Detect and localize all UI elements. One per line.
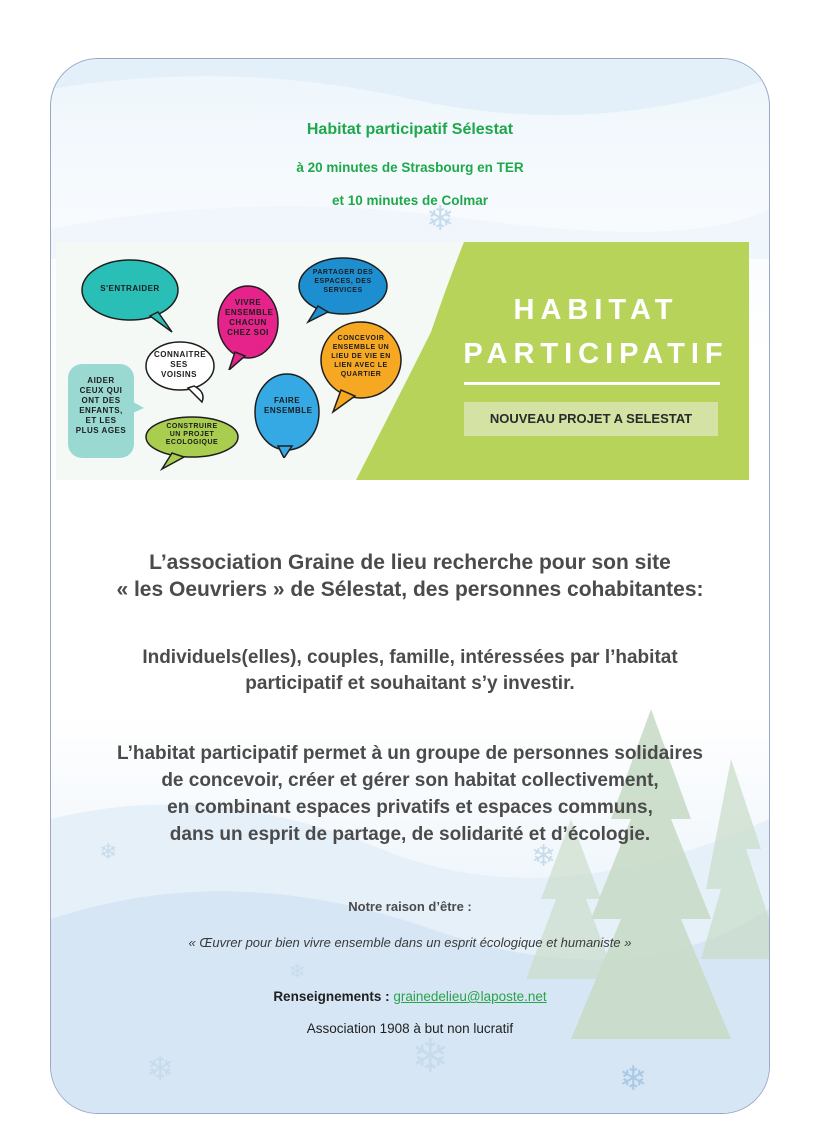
- snowflake-icon: ❄: [146, 1050, 175, 1088]
- definition-line: L’habitat participatif permet à un groupe de personnes solidaires: [117, 743, 703, 764]
- snowflake-icon: ❄: [411, 1030, 450, 1082]
- bubble-label: AIDER CEUX QUI ONT DES ENFANTS, ET LES PLUS AGES: [75, 376, 127, 435]
- definition-line: de concevoir, créer et gérer son habitat collectivement,: [161, 770, 659, 791]
- header-title: Habitat participatif Sélestat: [306, 121, 514, 138]
- speech-bubble: [298, 256, 388, 312]
- banner-project-label: NOUVEAU PROJET A SELESTAT: [464, 402, 718, 436]
- contact-line: [51, 989, 769, 1004]
- flyer-card: [50, 58, 770, 1114]
- raison-quote: « Œuvrer pour bien vivre ensemble dans un esprit écologique et humaniste »: [188, 935, 632, 950]
- audience-line: participatif et souhaitant s’y investir.: [245, 673, 575, 694]
- raison-label: Notre raison d’être :: [348, 899, 472, 914]
- definition-line: en combinant espaces privatifs et espaces communs,: [167, 797, 653, 818]
- speech-bubble: [319, 320, 403, 398]
- banner-title-line2: PARTICIPATIF: [463, 338, 729, 370]
- header-subtitle-2: et 10 minutes de Colmar: [331, 193, 489, 208]
- banner-divider: [464, 382, 720, 385]
- banner-title-line1: HABITAT: [513, 294, 679, 326]
- intro-paragraph: [51, 549, 769, 603]
- speech-bubble: [254, 372, 320, 454]
- snowflake-icon: ❄: [289, 961, 306, 983]
- speech-bubble: [217, 284, 279, 354]
- header-subtitle: à 20 minutes de Strasbourg en TER: [296, 160, 524, 175]
- speech-bubble: [80, 256, 180, 322]
- bubble-label: FAIRE ENSEMBLE: [264, 396, 313, 415]
- bubble-label: PARTAGER DES ESPACES, DES SERVICES: [312, 269, 374, 294]
- intro-line: L’association Graine de lieu recherche pour son site: [149, 551, 671, 574]
- snowflake-icon: ❄: [99, 839, 118, 864]
- footer-text: Association 1908 à but non lucratif: [306, 1021, 514, 1036]
- bubble-label: CONNAITRE SES VOISINS: [154, 350, 207, 379]
- snowflake-icon: ❄: [531, 840, 557, 873]
- speech-bubble: [66, 362, 136, 458]
- bubble-label: CONSTRUIRE UN PROJET ECOLOGIQUE: [165, 423, 219, 446]
- audience-line: Individuels(elles), couples, famille, intéressées par l’habitat: [142, 647, 678, 668]
- bubble-label: S'ENTRAIDER: [100, 284, 160, 293]
- banner-image: [56, 242, 749, 480]
- definition-line: dans un esprit de partage, de solidarité et d’écologie.: [169, 824, 651, 845]
- speech-bubble: [144, 415, 240, 461]
- email-link[interactable]: grainedelieu@laposte.net: [393, 989, 547, 1004]
- contact-label: Renseignements :: [273, 989, 390, 1004]
- snowflake-icon: ❄: [426, 200, 455, 238]
- bubble-label: VIVRE ENSEMBLE CHACUN CHEZ SOI: [225, 298, 274, 337]
- definition-paragraph: [51, 740, 769, 848]
- bubble-label: CONCEVOIR ENSEMBLE UN LIEU DE VIE EN LIEN AVEC LE QUARTIER: [331, 335, 391, 378]
- intro-line: « les Oeuvriers » de Sélestat, des personnes cohabitantes:: [116, 578, 704, 601]
- audience-paragraph: [51, 645, 769, 697]
- speech-bubble: [144, 340, 214, 392]
- snowflake-icon: ❄: [619, 1060, 648, 1098]
